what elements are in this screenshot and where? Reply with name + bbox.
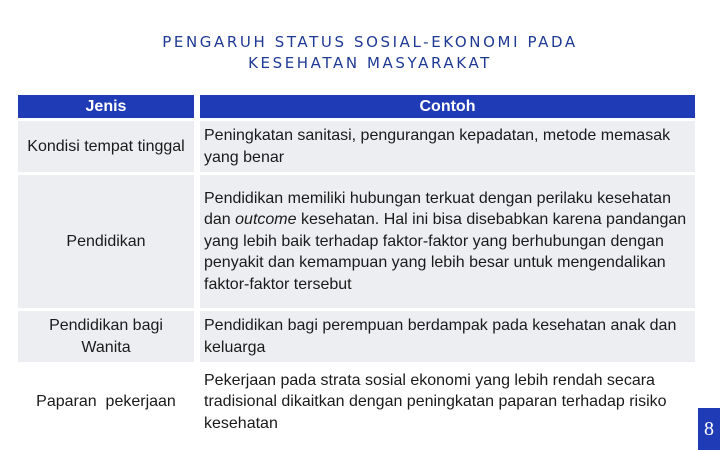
row-jenis: Paparan pekerjaan [36, 393, 176, 411]
row-contoh: Pekerjaan pada strata sosial ekonomi yang lebih rendah secara tradisional dikaitkan dengan peningkatan paparan terhadap risiko kesehatan [204, 371, 667, 432]
row-contoh-text-before: Pendidikan memiliki hubungan terkuat dengan perilaku kesehatan dan [204, 189, 671, 229]
row-jenis: Kondisi tempat tinggal [18, 121, 194, 172]
row-contoh-italic-term: outcome [235, 211, 297, 229]
row-jenis: Pendidikan [18, 175, 194, 308]
header-jenis: Jenis [18, 95, 194, 118]
table-row [18, 175, 695, 308]
page-number-badge: 8 [698, 408, 720, 450]
row-contoh [200, 175, 695, 308]
slide-title-line-2: KESEHATAN MASYARAKAT [248, 54, 492, 72]
table-header-row [18, 95, 695, 118]
influence-table [18, 92, 695, 442]
row-contoh: Peningkatan sanitasi, pengurangan kepadatan, metode memasak yang benar [200, 121, 695, 172]
header-contoh: Contoh [200, 95, 695, 118]
row-contoh: Pendidikan bagi perempuan berdampak pada kesehatan anak dan keluarga [200, 311, 695, 362]
table-row [18, 311, 695, 362]
row-jenis: Pendidikan bagi Wanita [18, 311, 194, 362]
slide-title-line-1: PENGARUH STATUS SOSIAL-EKONOMI PADA [162, 33, 578, 51]
table-row [18, 365, 695, 439]
row-contoh-text-after: kesehatan. Hal ini bisa disebabkan karena pandangan yang lebih baik terhadap faktor-faktor yang berhubungan dengan penyakit dan kemampuan yang lebih besar untuk mengendalikan faktor-faktor tersebut [204, 211, 687, 293]
slide-title [60, 32, 680, 74]
table-row [18, 121, 695, 172]
